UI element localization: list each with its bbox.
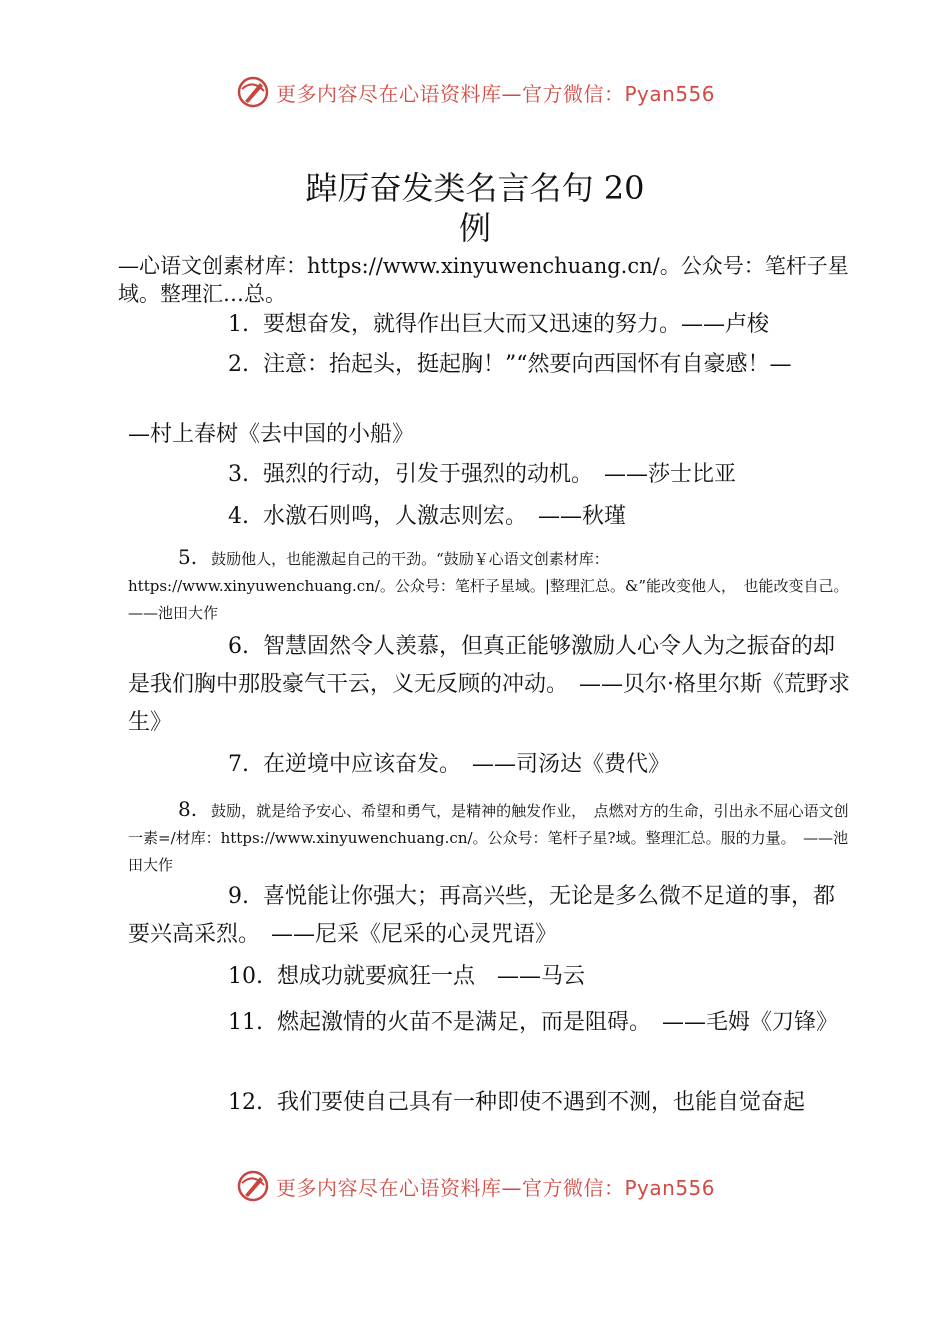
pen-logo-icon <box>236 75 270 109</box>
title-line-1: 踔厉奋发类名言名句 20 <box>305 169 645 207</box>
quote-text: 鼓励，就是给予安心、希望和勇气，是精神的触发作业， 点燃对方的生命，引出永不屈心语文创一素=/材库：https://www.xinyuwenchuang.cn/。公众号：笔杆子星?域。整理汇总。服的力量。 ——池田大作 <box>128 802 849 874</box>
pen-logo-icon <box>236 1169 270 1203</box>
quote-item <box>128 306 853 344</box>
quote-item <box>128 346 853 384</box>
quote-number: 8. <box>178 797 198 821</box>
quote-text: 在逆境中应该奋发。 ——司汤达《费代》 <box>263 752 671 777</box>
quote-number: 11. <box>228 1010 263 1035</box>
quote-item <box>128 958 853 996</box>
quote-item <box>128 628 853 742</box>
quote-item <box>128 1084 853 1122</box>
quote-item <box>128 456 853 494</box>
quote-text: 喜悦能让你强大；再高兴些，无论是多么微不足道的事，都要兴高采烈。 ——尼采《尼采的心灵咒语》 <box>128 884 836 947</box>
quote-number: 7. <box>228 752 249 777</box>
quote-text: 要想奋发，就得作出巨大而又迅速的努力。——卢梭 <box>263 312 770 337</box>
quote-text: 想成功就要疯狂一点 ——马云 <box>277 964 586 989</box>
header-banner <box>236 72 736 112</box>
quote-item <box>128 544 857 627</box>
quote-number: 3. <box>228 462 249 487</box>
intro-paragraph: —心语文创素材库：https://www.xinyuwenchuang.cn/。公众号：笔杆子星域。整理汇…总。 <box>118 254 849 306</box>
quote-number: 10. <box>228 964 263 989</box>
quote-number: 9. <box>228 884 249 909</box>
quote-item <box>128 498 853 536</box>
quote-item <box>128 1004 853 1042</box>
banner-text: 更多内容尽在心语资料库—官方微信：Pyan556 <box>276 81 716 106</box>
quote-number: 1. <box>228 312 249 337</box>
quote-number: 5. <box>178 545 198 569</box>
quote-text: 水激石则鸣，人激志则宏。 ——秋瑾 <box>263 504 627 529</box>
quote-text: 燃起激情的火苗不是满足，而是阻碍。 ——毛姆《刀锋》 <box>277 1010 839 1035</box>
quote-continuation <box>128 416 853 454</box>
banner-text: 更多内容尽在心语资料库—官方微信：Pyan556 <box>276 1175 716 1200</box>
quote-text: 注意：抬起头，挺起胸！”“然要向西国怀有自豪感！— <box>263 352 792 377</box>
title-line-2: 例 <box>458 209 491 247</box>
quote-item <box>128 878 853 954</box>
quote-number: 6. <box>228 634 249 659</box>
page-title <box>0 168 950 248</box>
quote-number: 4. <box>228 504 249 529</box>
quote-text: 我们要使自己具有一种即使不遇到不测，也能自觉奋起 <box>277 1090 806 1115</box>
quote-text: 强烈的行动，引发于强烈的动机。 ——莎士比亚 <box>263 462 737 487</box>
quote-item <box>128 746 853 784</box>
quote-text: 鼓励他人，也能激起自己的干劲。“鼓励￥心语文创素材库：https://www.xinyuwenchuang.cn/。公众号：笔杆子星域。|整理汇总。&”能改变他人， 也能改变自己。 ——池田大作 <box>128 550 857 622</box>
quote-text: 智慧固然令人羡慕，但真正能够激励人心令人为之振奋的却是我们胸中那股豪气干云，义无反顾的冲动。 ——贝尔·格里尔斯《荒野求生》 <box>128 634 850 735</box>
quote-number: 2. <box>228 352 249 377</box>
quote-number: 12. <box>228 1090 263 1115</box>
footer-banner <box>236 1166 736 1206</box>
quote-text: —村上春树《去中国的小船》 <box>128 422 415 447</box>
quote-item <box>128 796 853 879</box>
